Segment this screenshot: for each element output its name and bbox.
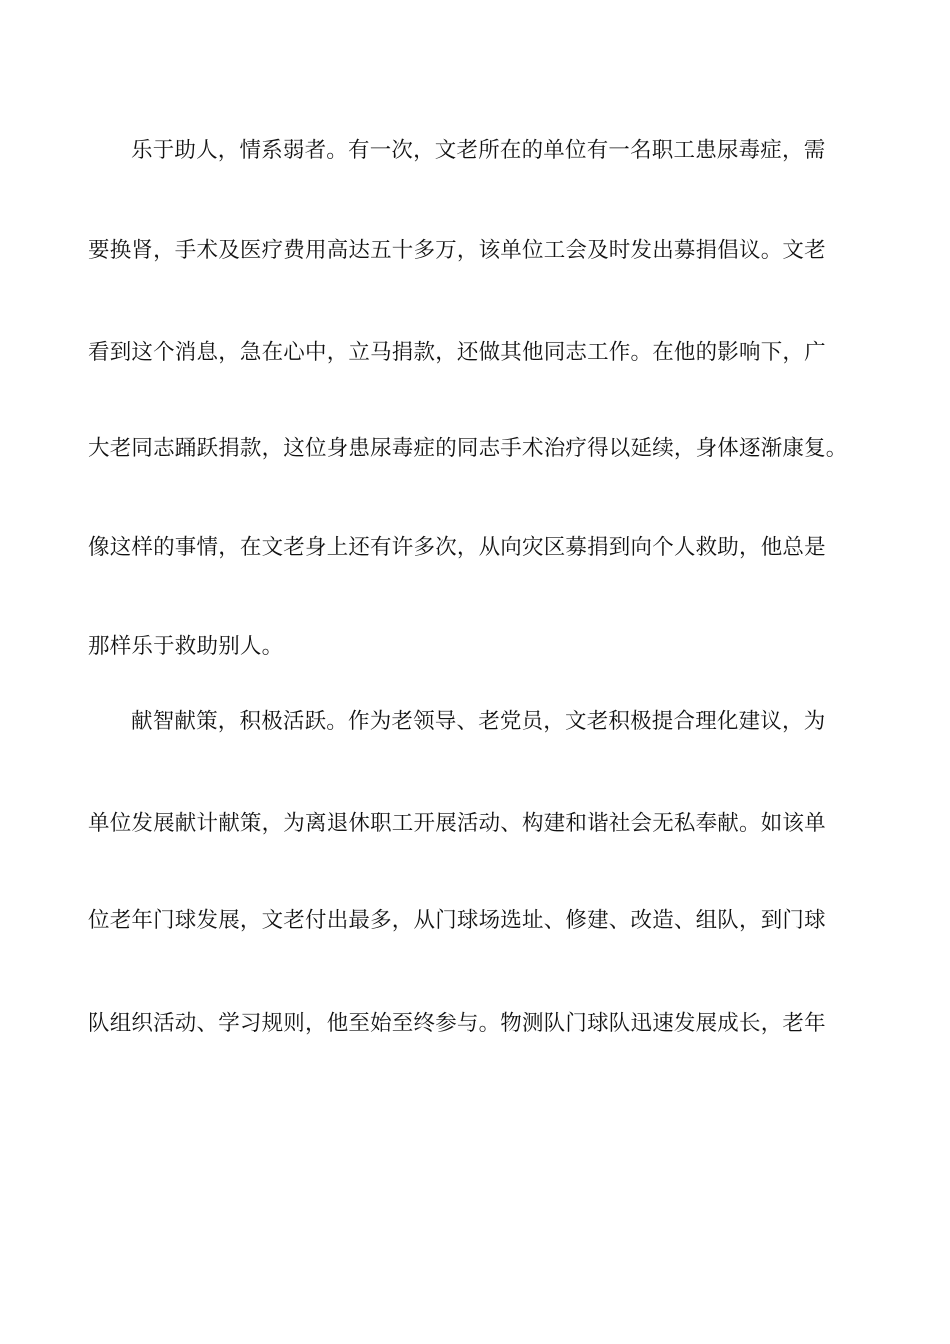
text-line: 像这样的事情，在文老身上还有许多次，从向灾区募捐到向个人救助，他总是 [88,535,826,560]
text-line: 乐于助人，情系弱者。有一次，文老所在的单位有一名职工患尿毒症，需 [131,138,826,163]
text-line: 大老同志踊跃捐款，这位身患尿毒症的同志手术治疗得以延续，身体逐渐康复。 [88,436,848,461]
text-line: 献智献策，积极活跃。作为老领导、老党员，文老积极提合理化建议，为 [131,709,826,734]
text-line: 位老年门球发展，文老付出最多，从门球场选址、修建、改造、组队，到门球 [88,908,826,933]
text-line: 要换肾，手术及医疗费用高达五十多万，该单位工会及时发出募捐倡议。文老 [88,238,826,263]
text-line: 看到这个消息，急在心中，立马捐款，还做其他同志工作。在他的影响下，广 [88,340,826,365]
text-line: 那样乐于救助别人。 [88,634,284,659]
text-line: 单位发展献计献策，为离退休职工开展活动、构建和谐社会无私奉献。如该单 [88,811,826,836]
text-line: 队组织活动、学习规则，他至始至终参与。物测队门球队迅速发展成长，老年 [88,1011,826,1036]
